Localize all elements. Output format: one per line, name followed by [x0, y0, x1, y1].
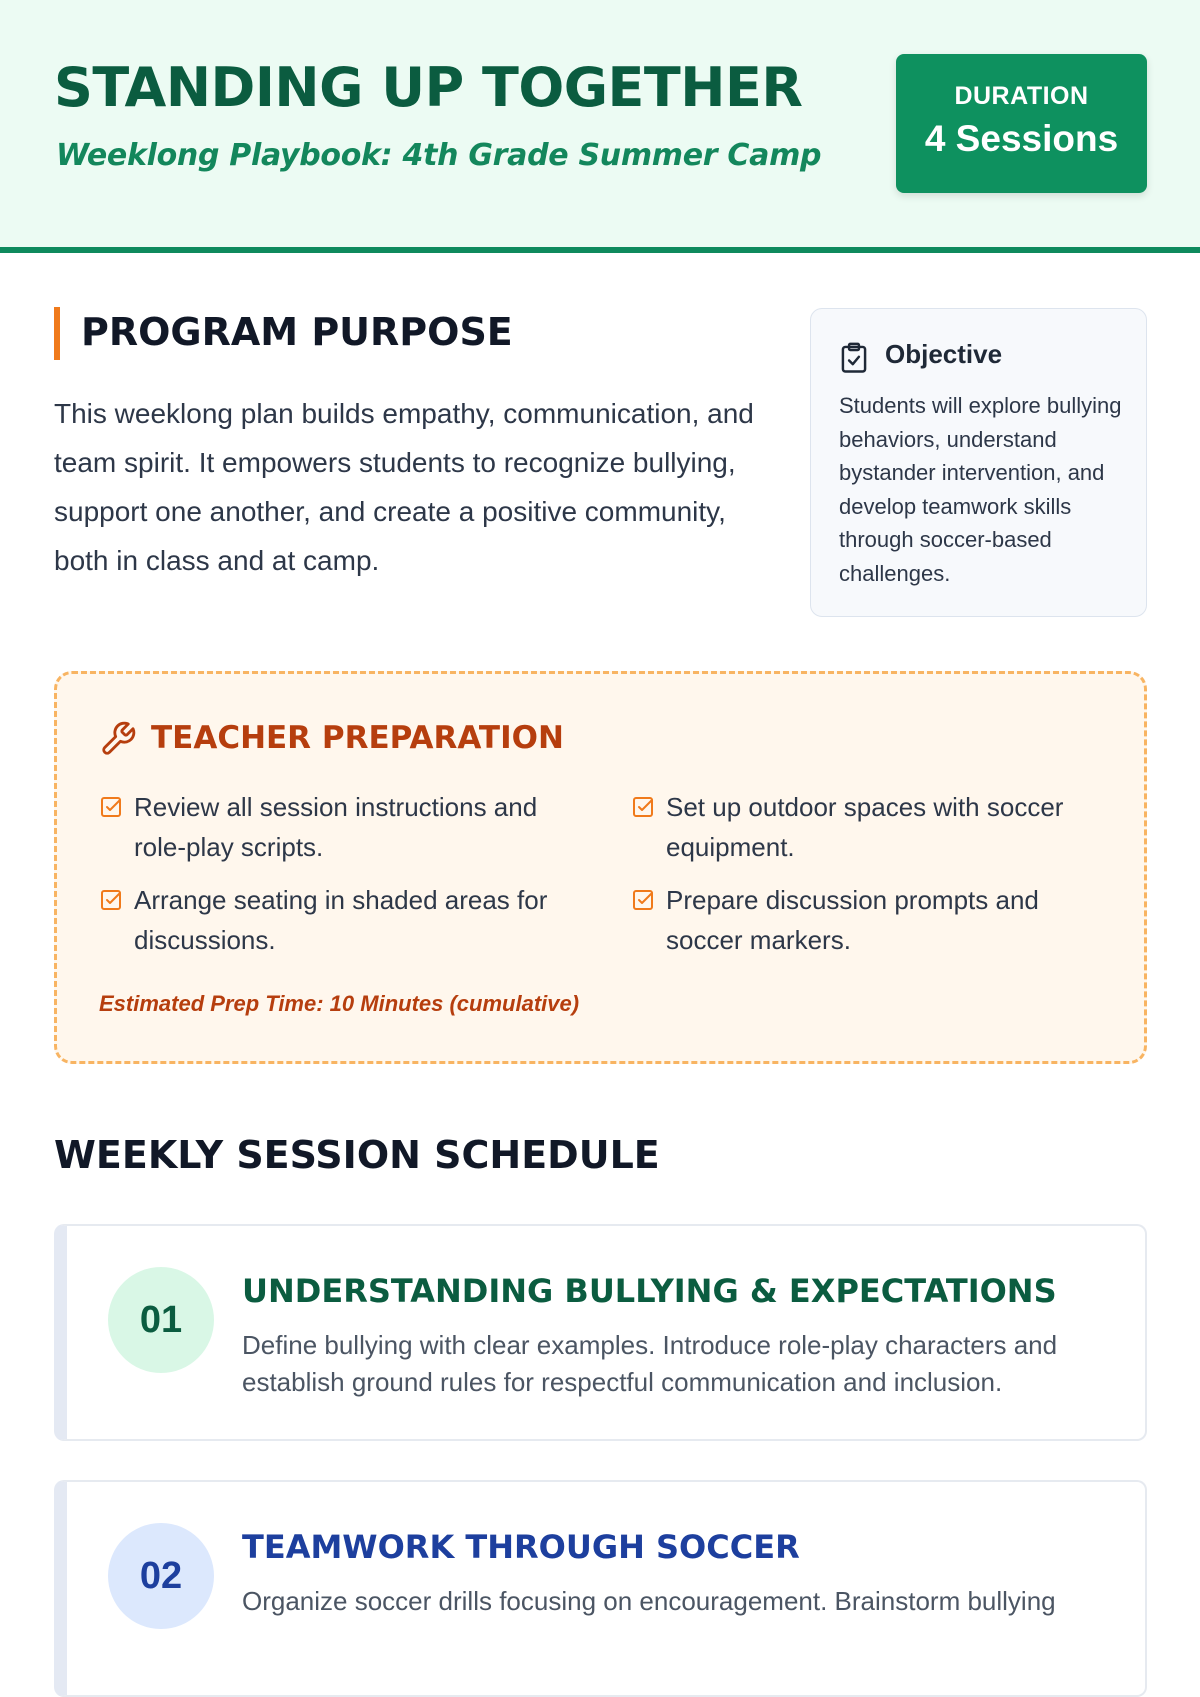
checkbox-checked-icon: [631, 795, 655, 819]
session-description: Organize soccer drills focusing on encouragement. Brainstorm bullying: [242, 1586, 1056, 1616]
wrench-icon: [99, 720, 137, 758]
prep-time-note: Estimated Prep Time: 10 Minutes (cumulative): [99, 991, 580, 1016]
purpose-accent-bar: [54, 307, 60, 360]
prep-item-text: Set up outdoor spaces with soccer equipment.: [666, 792, 1064, 862]
duration-label: DURATION: [954, 82, 1089, 110]
prep-item-text: Prepare discussion prompts and soccer markers.: [666, 885, 1039, 955]
schedule-heading: WEEKLY SESSION SCHEDULE: [54, 1133, 660, 1177]
objective-card: [810, 308, 1147, 617]
teacher-preparation-card: [54, 671, 1147, 1064]
session-title: TEAMWORK THROUGH SOCCER: [242, 1528, 800, 1566]
page-header: [0, 0, 1200, 253]
page-subtitle: Weeklong Playbook: 4th Grade Summer Camp: [56, 138, 822, 173]
duration-badge: [896, 54, 1147, 193]
purpose-text: This weeklong plan builds empathy, communication, and team spirit. It empowers students to recognize bullying, support one another, and create a positive community, both in class and at camp.: [54, 398, 754, 576]
session-description: Define bullying with clear examples. Introduce role-play characters and establish ground rules for respectful communication and inclusion.: [242, 1330, 1058, 1397]
objective-title: Objective: [885, 339, 1003, 369]
clipboard-check-icon: [839, 342, 869, 374]
objective-text: Students will explore bullying behaviors, understand bystander intervention, and develop teamwork skills through soccer-based challenges.: [839, 393, 1122, 586]
session-title: UNDERSTANDING BULLYING & EXPECTATIONS: [242, 1272, 1057, 1310]
prep-item-text: Review all session instructions and role-play scripts.: [134, 792, 538, 862]
checkbox-checked-icon: [631, 888, 655, 912]
session-card: [54, 1480, 1147, 1697]
checkbox-checked-icon: [99, 795, 123, 819]
preparation-title: TEACHER PREPARATION: [151, 720, 564, 756]
session-number-badge: 02: [108, 1523, 214, 1629]
duration-value: 4 Sessions: [924, 118, 1119, 159]
page-title: STANDING UP TOGETHER: [54, 56, 803, 119]
session-number-badge: 01: [108, 1267, 214, 1373]
session-card: [54, 1224, 1147, 1441]
prep-item-text: Arrange seating in shaded areas for discussions.: [134, 885, 548, 955]
purpose-heading: PROGRAM PURPOSE: [81, 310, 513, 354]
checkbox-checked-icon: [99, 888, 123, 912]
